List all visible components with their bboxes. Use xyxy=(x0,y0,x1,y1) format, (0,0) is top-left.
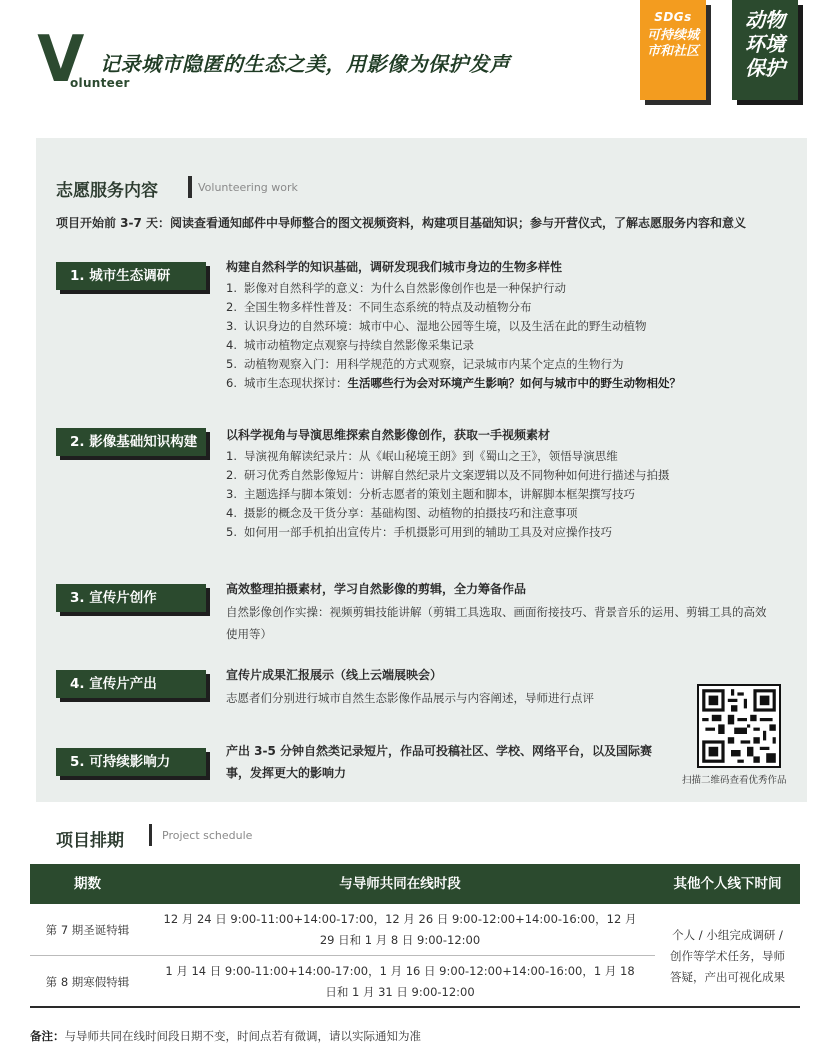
schedule-table xyxy=(30,864,800,1008)
module-4-text: 志愿者们分别进行城市自然生态影像作品展示与内容阐述，导师进行点评 xyxy=(226,691,594,705)
module-1-content xyxy=(226,258,786,393)
cell-offline-time: 个人 / 小组完成调研 / 创作等学术任务，导师答疑，产出可视化成果 xyxy=(670,927,785,984)
logo-volunteer-text: olunteer xyxy=(70,76,130,90)
cell-online-time: 1 月 14 日 9:00-11:00+14:00-17:00，1 月 16 日 9:00-12:00+14:00-16:00，1 月 18 日和 1 月 31 日 9:00-12:00 xyxy=(165,964,635,999)
module-1-pill: 1. 城市生态调研 xyxy=(56,262,206,290)
list-item: 2. 全国生物多样性普及：不同生态系统的特点及动植物分布 xyxy=(226,300,532,314)
logo-letter-v: V xyxy=(37,23,85,97)
sdg-badge xyxy=(640,0,706,100)
table-header xyxy=(30,864,800,904)
footnote-label: 备注： xyxy=(30,1029,65,1043)
schedule-subtitle: Project schedule xyxy=(162,829,253,842)
list-item: 1. 导演视角解读纪录片：从《岷山秘境王朗》到《蜀山之王》，领悟导演思维 xyxy=(226,449,618,463)
module-1-head: 构建自然科学的知识基础，调研发现我们城市身边的生物多样性 xyxy=(226,260,563,274)
module-3-head: 高效整理拍摄素材，学习自然影像的剪辑，全力筹备作品 xyxy=(226,582,527,596)
column-header-online: 与导师共同在线时段 xyxy=(339,876,461,892)
cell-period: 第 7 期圣诞特辑 xyxy=(45,922,130,937)
module-5-content xyxy=(226,740,676,788)
qr-code-graphic xyxy=(699,686,779,766)
module-2-content xyxy=(226,426,786,542)
table-row xyxy=(30,904,655,956)
table-body xyxy=(30,904,800,1008)
module-3-content xyxy=(226,580,786,645)
theme-badge xyxy=(732,0,798,100)
sdg-badge-subtitle: 可持续城市和社区 xyxy=(646,28,699,59)
module-2-pill: 2. 影像基础知识构建 xyxy=(56,428,206,456)
cell-period: 第 8 期寒假特辑 xyxy=(45,975,130,989)
qr-code[interactable] xyxy=(697,684,781,768)
sdg-badge-title: SDGs xyxy=(654,10,692,24)
module-4-pill: 4. 宣传片产出 xyxy=(56,670,206,698)
intro-text: 项目开始前 3-7 天：阅读查看通知邮件中导师整合的图文视频资料，构建项目基础知识；参与开营仪式，了解志愿服务内容和意义 xyxy=(56,216,747,230)
list-item: 3. 主题选择与脚本策划：分析志愿者的策划主题和脚本，讲解脚本框架撰写技巧 xyxy=(226,487,635,501)
list-item: 6. 城市生态现状探讨：生活哪些行为会对环境产生影响？如何与城市中的野生动物相处？ xyxy=(226,376,681,390)
service-panel xyxy=(36,138,807,802)
module-3-text: 自然影像创作实操：视频剪辑技能讲解（剪辑工具选取、画面衔接技巧、背景音乐的运用、剪辑工具的高效使用等） xyxy=(226,605,767,641)
column-header-period: 期数 xyxy=(74,876,101,892)
schedule-divider xyxy=(149,824,152,846)
list-item: 4. 城市动植物定点观察与持续自然影像采集记录 xyxy=(226,338,474,352)
page-headline: 记录城市隐匿的生态之美，用影像为保护发声 xyxy=(100,52,510,76)
section-divider xyxy=(188,176,192,198)
footnote xyxy=(30,1028,421,1044)
list-item: 5. 动植物观察入门：用科学规范的方式观察，记录城市内某个定点的生物行为 xyxy=(226,357,624,371)
module-2-list xyxy=(226,447,786,542)
module-4-head: 宣传片成果汇报展示（线上云端展映会） xyxy=(226,668,443,682)
module-5-head: 产出 3-5 分钟自然类记录短片，作品可投稿社区、学校、网络平台，以及国际赛事，发挥更大的影响力 xyxy=(226,744,653,780)
section-subtitle: Volunteering work xyxy=(198,181,298,194)
list-item: 2. 研习优秀自然影像短片：讲解自然纪录片文案逻辑以及不同物种如何进行描述与拍摄 xyxy=(226,468,670,482)
theme-badge-text: 动物环境保护 xyxy=(745,8,785,80)
list-item: 5. 如何用一部手机拍出宣传片：手机摄影可用到的辅助工具及对应操作技巧 xyxy=(226,525,612,539)
section-title: 志愿服务内容 xyxy=(56,181,158,201)
footnote-text: 与导师共同在线时间段日期不变，时间点若有微调，请以实际通知为准 xyxy=(64,1029,421,1043)
list-item: 3. 认识身边的自然环境：城市中心、湿地公园等生境，以及生活在此的野生动植物 xyxy=(226,319,647,333)
module-1-list xyxy=(226,279,786,393)
module-5-pill: 5. 可持续影响力 xyxy=(56,748,206,776)
cell-online-time: 12 月 24 日 9:00-11:00+14:00-17:00，12 月 26 日 9:00-12:00+14:00-16:00，12 月 29 日和 1 月 8 日 9:00-12:00 xyxy=(163,911,637,947)
list-item: 1. 影像对自然科学的意义：为什么自然影像创作也是一种保护行动 xyxy=(226,281,566,295)
schedule-title: 项目排期 xyxy=(56,831,124,851)
qr-caption: 扫描二维码查看优秀作品 xyxy=(682,775,787,786)
module-2-head: 以科学视角与导演思维探索自然影像创作，获取一手视频素材 xyxy=(226,428,551,442)
column-header-offline: 其他个人线下时间 xyxy=(673,876,782,892)
list-item: 4. 摄影的概念及干货分享：基础构图、动植物的拍摄技巧和注意事项 xyxy=(226,506,578,520)
module-3-pill: 3. 宣传片创作 xyxy=(56,584,206,612)
table-row xyxy=(30,956,655,1008)
